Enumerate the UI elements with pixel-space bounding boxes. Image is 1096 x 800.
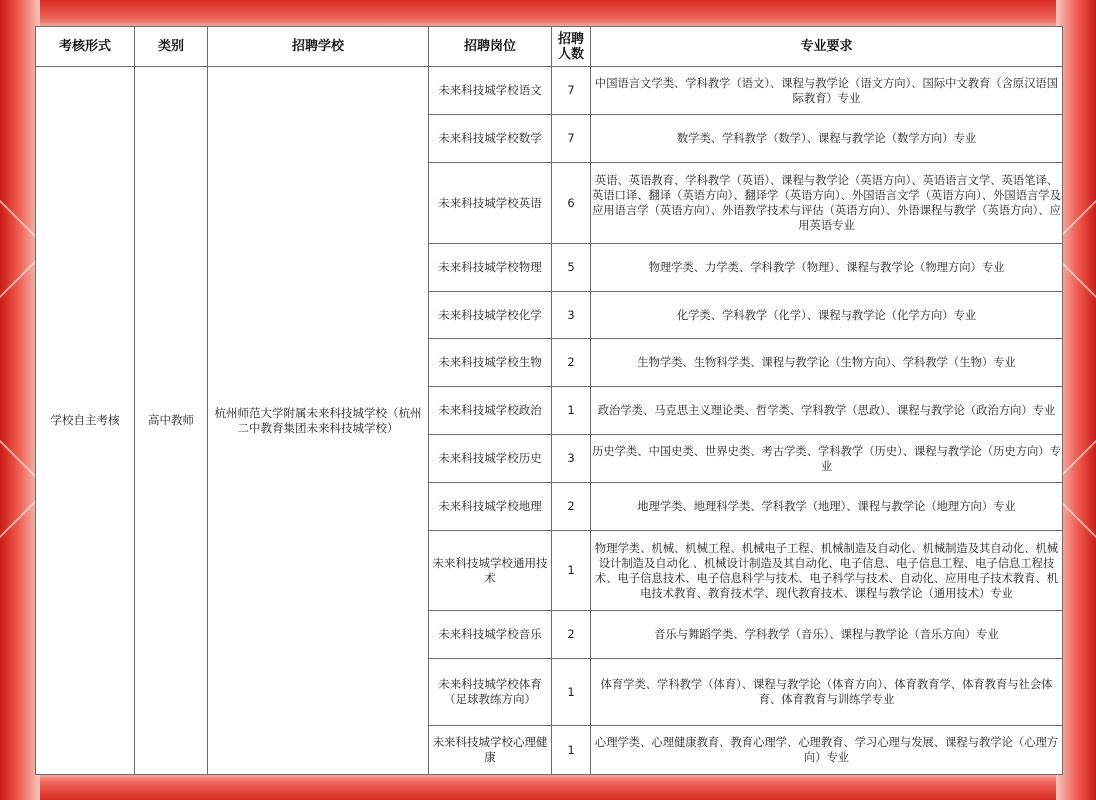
recruitment-table-sheet	[35, 26, 1062, 774]
header-category: 类别	[135, 27, 208, 67]
recruitment-table	[35, 26, 1063, 775]
position-cell: 未来科技城学校政治	[429, 387, 552, 435]
count-cell: 6	[552, 163, 591, 244]
position-cell: 未来科技城学校地理	[429, 483, 552, 531]
position-cell: 未来科技城学校历史	[429, 435, 552, 483]
count-cell: 1	[552, 659, 591, 726]
count-cell: 1	[552, 726, 591, 775]
count-cell: 1	[552, 387, 591, 435]
position-cell: 未来科技城学校英语	[429, 163, 552, 244]
requirements-cell: 心理学类、心理健康教育、教育心理学、心理教育、学习心理与发展、课程与教学论（心理方向）专业	[591, 726, 1063, 775]
requirements-cell: 体育学类、学科教学（体育）、课程与教学论（体育方向）、体育教育学、体育教育与社会体育、体育教育与训练学专业	[591, 659, 1063, 726]
requirements-cell: 历史学类、中国史类、世界史类、考古学类、学科教学（历史）、课程与教学论（历史方向）专业	[591, 435, 1063, 483]
background-left-band	[0, 0, 40, 800]
requirements-cell: 生物学类、生物科学类、课程与教学论（生物方向）、学科教学（生物）专业	[591, 339, 1063, 387]
position-cell: 未来科技城学校音乐	[429, 611, 552, 659]
requirements-cell: 数学类、学科教学（数学）、课程与教学论（数学方向）专业	[591, 115, 1063, 163]
requirements-cell: 中国语言文学类、学科教学（语文）、课程与教学论（语文方向）、国际中文教育（含原汉语国际教育）专业	[591, 67, 1063, 115]
position-cell: 未来科技城学校心理健康	[429, 726, 552, 775]
count-cell: 2	[552, 483, 591, 531]
position-cell: 未来科技城学校通用技术	[429, 531, 552, 611]
header-position: 招聘岗位	[429, 27, 552, 67]
requirements-cell: 音乐与舞蹈学类、学科教学（音乐）、课程与教学论（音乐方向）专业	[591, 611, 1063, 659]
position-cell: 未来科技城学校物理	[429, 244, 552, 292]
category-cell: 高中教师	[135, 67, 208, 775]
count-cell: 5	[552, 244, 591, 292]
table-row	[36, 67, 1063, 115]
count-cell: 3	[552, 435, 591, 483]
position-cell: 未来科技城学校体育（足球教练方向）	[429, 659, 552, 726]
header-requirements: 专业要求	[591, 27, 1063, 67]
requirements-cell: 物理学类、机械、机械工程、机械电子工程、机械制造及自动化、机械制造及其自动化、机械设计制造及自动化 、机械设计制造及其自动化、电子信息、电子信息工程、电子信息工程技术、电子信息技术、电子信息科学与技术、电子科学与技术、自动化、应用电子技术教育、机电技术教育、教育技术学、现代教育技术、课程与教学论（通用技术）专业	[591, 531, 1063, 611]
requirements-cell: 化学类、学科教学（化学）、课程与教学论（化学方向）专业	[591, 292, 1063, 339]
position-cell: 未来科技城学校数学	[429, 115, 552, 163]
count-cell: 1	[552, 531, 591, 611]
requirements-cell: 物理学类、力学类、学科教学（物理）、课程与教学论（物理方向）专业	[591, 244, 1063, 292]
exam-form-cell: 学校自主考核	[36, 67, 135, 775]
count-cell: 7	[552, 115, 591, 163]
requirements-cell: 英语、英语教育、学科教学（英语）、课程与教学论（英语方向）、英语语言文学、英语笔译、英语口译、翻译（英语方向）、翻译学（英语方向）、外国语言文学（英语方向）、外国语言学及应用语言学（英语方向）、外语教学技术与评估（英语方向）、外语课程与教学（英语方向）、应用英语专业	[591, 163, 1063, 244]
table-header-row	[36, 27, 1063, 67]
requirements-cell: 政治学类、马克思主义理论类、哲学类、学科教学（思政）、课程与教学论（政治方向）专业	[591, 387, 1063, 435]
requirements-cell: 地理学类、地理科学类、学科教学（地理）、课程与教学论（地理方向）专业	[591, 483, 1063, 531]
count-cell: 2	[552, 339, 591, 387]
school-cell: 杭州师范大学附属未来科技城学校（杭州二中教育集团未来科技城学校）	[208, 67, 429, 775]
header-exam-form: 考核形式	[36, 27, 135, 67]
position-cell: 未来科技城学校化学	[429, 292, 552, 339]
header-school: 招聘学校	[208, 27, 429, 67]
count-cell: 2	[552, 611, 591, 659]
header-count: 招聘人数	[552, 27, 591, 67]
position-cell: 未来科技城学校生物	[429, 339, 552, 387]
count-cell: 3	[552, 292, 591, 339]
count-cell: 7	[552, 67, 591, 115]
position-cell: 未来科技城学校语文	[429, 67, 552, 115]
